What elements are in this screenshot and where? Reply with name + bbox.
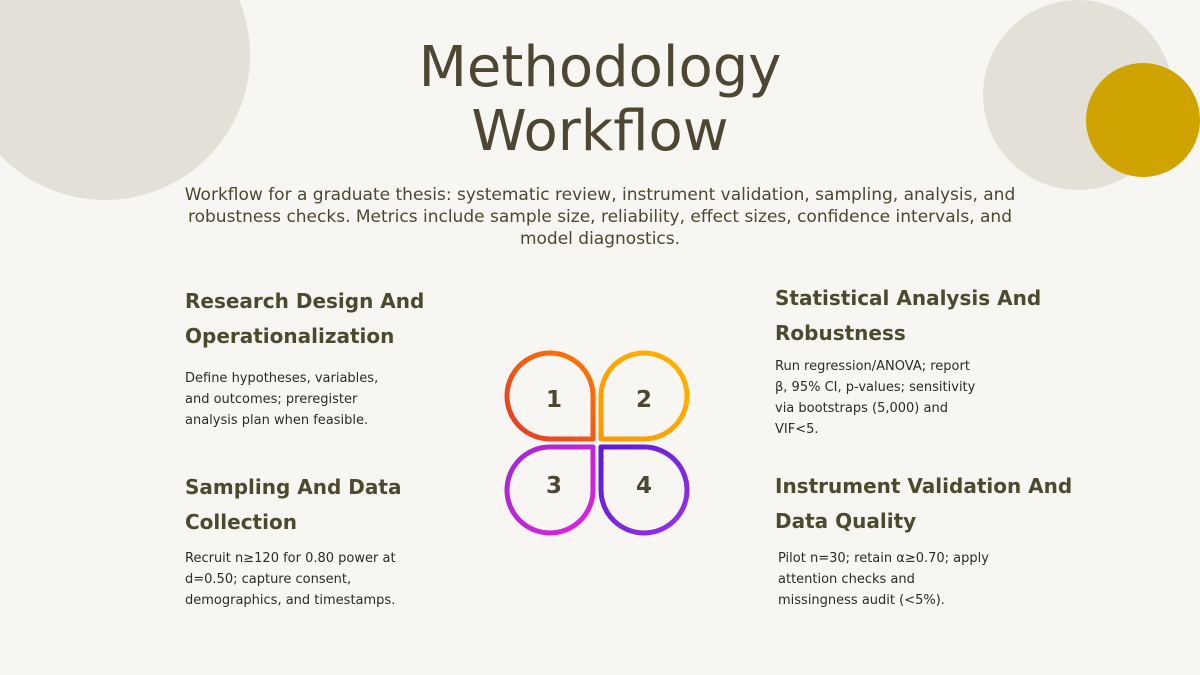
step-3-heading: Sampling And Data Collection [185, 475, 402, 534]
petal-4-number: 4 [635, 473, 653, 499]
step-4-heading: Instrument Validation And Data Quality [775, 474, 1073, 533]
step-4-description: Pilot n=30; retain α≥0.70; apply attention checks and missingness audit (<5%). [778, 551, 989, 608]
step-1-description: Define hypotheses, variables, and outcomes; preregister analysis plan when feasible. [185, 371, 379, 428]
step-2-heading: Statistical Analysis And Robustness [775, 286, 1042, 345]
petal-3-number: 3 [545, 473, 563, 499]
page-subtitle: Workflow for a graduate thesis: systematic review, instrument validation, sampling, analysis, and robustness checks. Metrics include sample size, reliability, effect sizes, confidence intervals, and model diagnostics. [184, 185, 1016, 249]
page-title: Methodology Workflow [418, 35, 782, 164]
four-petal-step-diagram [497, 343, 697, 543]
petal-1-number: 1 [545, 387, 563, 413]
step-3-description: Recruit n≥120 for 0.80 power at d=0.50; capture consent, demographics, and timestamps. [185, 551, 396, 608]
decorative-circle-top-left [0, 0, 250, 200]
petal-2-number: 2 [635, 387, 653, 413]
decorative-circle-top-right-gold [1086, 63, 1200, 177]
step-1-heading: Research Design And Operationalization [185, 289, 425, 348]
step-2-description: Run regression/ANOVA; report β, 95% CI, p-values; sensitivity via bootstraps (5,000) and VIF<5. [775, 359, 976, 437]
